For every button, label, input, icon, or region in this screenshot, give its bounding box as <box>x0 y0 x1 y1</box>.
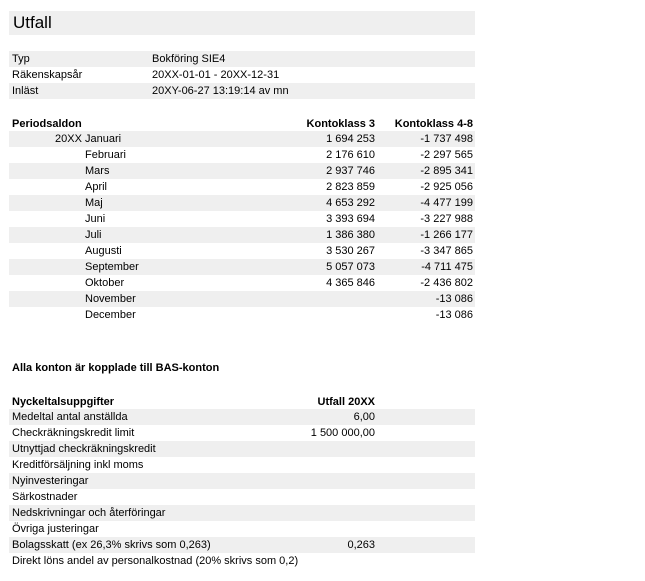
period-row <box>9 275 475 291</box>
period-row <box>9 227 475 243</box>
kontoklass-3-value: 5 057 073 <box>326 261 375 273</box>
period-month: November <box>85 293 136 305</box>
period-header-label: Periodsaldon <box>12 118 82 130</box>
nyckeltal-row <box>9 489 475 505</box>
info-row-inlast <box>9 83 475 99</box>
nyckeltal-row <box>9 537 475 553</box>
period-month: December <box>85 309 136 321</box>
period-row <box>9 307 475 323</box>
period-row <box>9 243 475 259</box>
kontoklass-4-8-value: -2 297 565 <box>420 149 473 161</box>
kontoklass-3-value: 1 694 253 <box>326 133 375 145</box>
nyckeltal-row <box>9 425 475 441</box>
kontoklass-3-header: Kontoklass 3 <box>306 118 375 130</box>
kontoklass-3-value: 1 386 380 <box>326 229 375 241</box>
info-row-rakenskapsar <box>9 67 475 83</box>
nyckeltal-label: Checkräkningskredit limit <box>12 427 135 439</box>
period-row <box>9 195 475 211</box>
kontoklass-4-8-value: -2 895 341 <box>420 165 473 177</box>
nyckeltal-label: Utnyttjad checkräkningskredit <box>12 443 156 455</box>
period-row <box>9 179 475 195</box>
period-row <box>9 259 475 275</box>
nyckeltal-label: Direkt löns andel av personalkostnad (20% skrivs som 0,2) <box>12 555 299 567</box>
period-month: Maj <box>85 197 103 209</box>
period-row <box>9 291 475 307</box>
kontoklass-3-value: 2 176 610 <box>326 149 375 161</box>
info-row-typ <box>9 51 475 67</box>
kontoklass-3-value: 2 823 859 <box>326 181 375 193</box>
kontoklass-3-value: 3 530 267 <box>326 245 375 257</box>
period-row <box>9 131 475 147</box>
nyckeltal-row <box>9 457 475 473</box>
kontoklass-4-8-value: -13 086 <box>435 293 473 305</box>
kontoklass-4-8-value: -1 266 177 <box>420 229 473 241</box>
info-value: 20XX-01-01 - 20XX-12-31 <box>152 69 280 81</box>
page-title: Utfall <box>9 11 475 35</box>
nyckeltal-label: Nedskrivningar och återföringar <box>12 507 166 519</box>
nyckeltal-value: 0,263 <box>347 539 375 551</box>
nyckeltal-label: Särkostnader <box>12 491 78 503</box>
nyckeltal-row <box>9 521 475 537</box>
period-month: Februari <box>85 149 126 161</box>
period-month: Oktober <box>85 277 125 289</box>
bas-mapping-note: Alla konton är kopplade till BAS-konton <box>12 362 220 374</box>
nyckeltal-table-header <box>9 394 475 410</box>
period-row <box>9 163 475 179</box>
period-month: Augusti <box>85 245 122 257</box>
kontoklass-4-8-header: Kontoklass 4-8 <box>394 118 473 130</box>
kontoklass-3-value: 4 653 292 <box>326 197 375 209</box>
kontoklass-4-8-value: -2 436 802 <box>420 277 473 289</box>
nyckeltal-label: Nyinvesteringar <box>12 475 89 487</box>
kontoklass-4-8-value: -3 227 988 <box>420 213 473 225</box>
period-month: Juni <box>85 213 106 225</box>
info-label: Räkenskapsår <box>12 69 83 81</box>
period-month: September <box>85 261 139 273</box>
info-label: Inläst <box>12 85 39 97</box>
period-month: Juli <box>85 229 102 241</box>
nyckeltal-row <box>9 409 475 425</box>
nyckeltal-label: Medeltal antal anställda <box>12 411 128 423</box>
period-month: Mars <box>85 165 110 177</box>
nyckeltal-row <box>9 473 475 489</box>
nyckeltal-label: Bolagsskatt (ex 26,3% skrivs som 0,263) <box>12 539 211 551</box>
kontoklass-4-8-value: -4 711 475 <box>421 261 473 273</box>
kontoklass-3-value: 2 937 746 <box>326 165 375 177</box>
period-month: April <box>85 181 108 193</box>
kontoklass-4-8-value: -13 086 <box>435 309 473 321</box>
period-year: 20XX <box>55 133 82 145</box>
nyckeltal-value: 6,00 <box>353 411 375 423</box>
info-value: 20XY-06-27 13:19:14 av mn <box>152 85 289 97</box>
period-month: Januari <box>85 133 122 145</box>
kontoklass-3-value: 4 365 846 <box>326 277 375 289</box>
nyckeltal-row <box>9 505 475 521</box>
period-row <box>9 147 475 163</box>
kontoklass-4-8-value: -3 347 865 <box>420 245 473 257</box>
period-row <box>9 211 475 227</box>
kontoklass-4-8-value: -4 477 199 <box>420 197 473 209</box>
info-value: Bokföring SIE4 <box>152 53 226 65</box>
info-label: Typ <box>12 53 30 65</box>
nyckeltal-label: Kreditförsäljning inkl moms <box>12 459 144 471</box>
kontoklass-4-8-value: -1 737 498 <box>420 133 473 145</box>
nyckeltal-row <box>9 553 475 569</box>
nyckeltal-header-label: Nyckeltalsuppgifter <box>12 396 115 408</box>
kontoklass-4-8-value: -2 925 056 <box>420 181 473 193</box>
nyckeltal-row <box>9 441 475 457</box>
utfall-header: Utfall 20XX <box>317 396 375 408</box>
nyckeltal-value: 1 500 000,00 <box>310 427 375 439</box>
nyckeltal-label: Övriga justeringar <box>12 523 99 535</box>
kontoklass-3-value: 3 393 694 <box>326 213 375 225</box>
period-table-header <box>9 116 475 132</box>
